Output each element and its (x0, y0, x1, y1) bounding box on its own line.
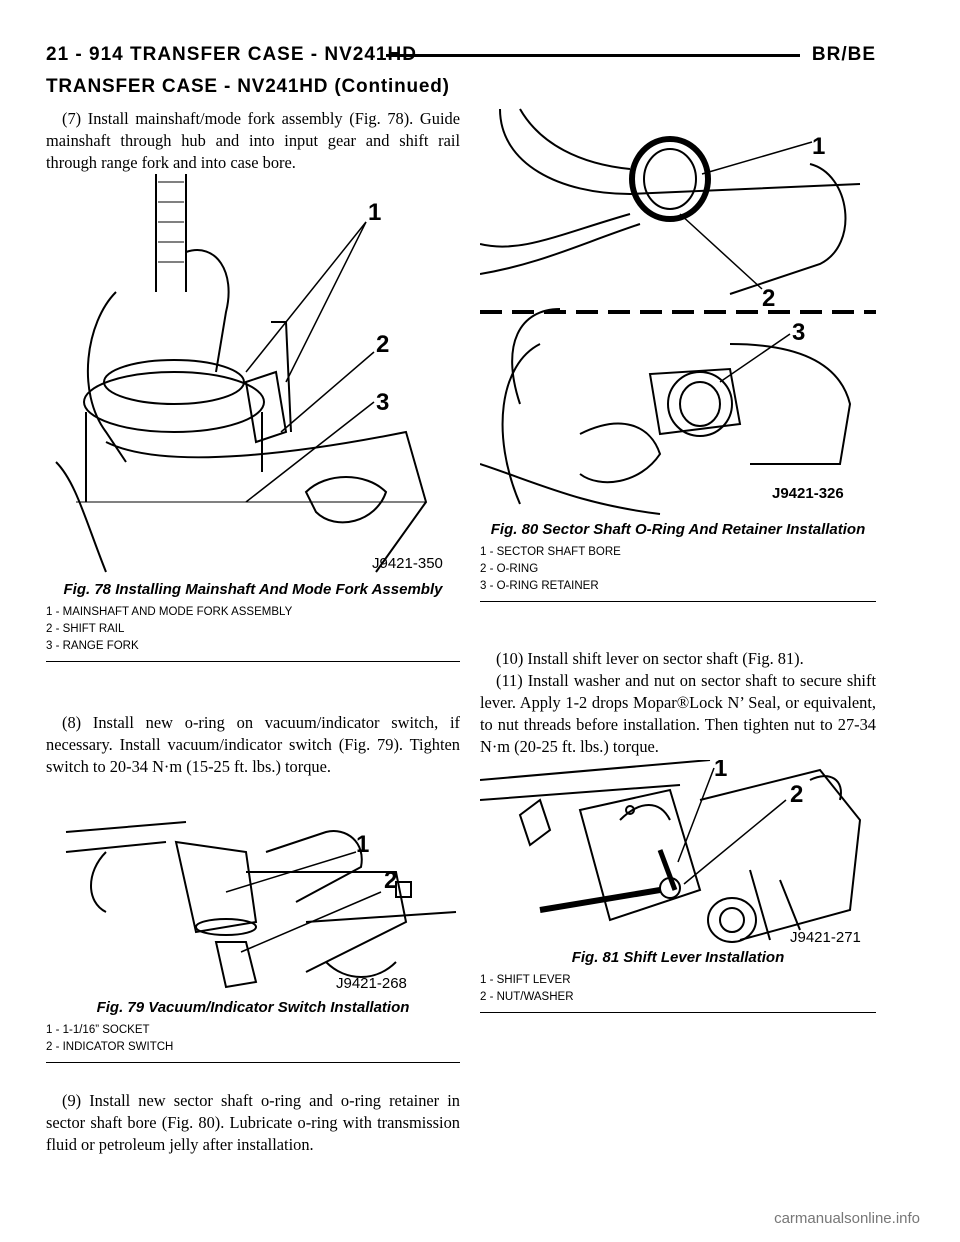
callout-1: 1 (812, 133, 826, 160)
step-10-11 (480, 648, 876, 758)
callout-2: 2 (790, 781, 804, 808)
figure-caption: Fig. 79 Vacuum/Indicator Switch Installation (96, 999, 410, 1016)
watermark: carmanualsonline.info (774, 1210, 920, 1227)
figure-code: J9421-350 (372, 555, 443, 572)
figure-caption: Fig. 78 Installing Mainshaft And Mode Fork Assembly (63, 581, 443, 598)
header-rule (386, 54, 800, 57)
figure-caption: Fig. 80 Sector Shaft O-Ring And Retainer Installation (490, 521, 866, 538)
figure-caption: Fig. 81 Shift Lever Installation (571, 949, 785, 966)
legend-item: 1 - 1-1/16” SOCKET (46, 1024, 150, 1036)
figure-79 (46, 812, 460, 1063)
callout-3: 3 (376, 389, 390, 416)
o-ring-retainer-illustration (480, 104, 876, 520)
step-9: (9) Install new sector shaft o-ring and o-ring retainer in sector shaft bore (Fig. 80). Lubricate o-ring with transmission fluid or petroleum jelly after installation. (46, 1091, 460, 1154)
figure-79-caption-block (46, 998, 460, 1063)
step-8: (8) Install new o-ring on vacuum/indicator switch, if necessary. Install vacuum/indicator switch (Fig. 79). Tighten switch to 20-34 N·m (15-25 ft. lbs.) torque. (46, 713, 460, 776)
figure-80-caption-block (480, 520, 876, 602)
legend-item: 1 - SHIFT LEVER (480, 974, 571, 986)
figure-81-caption-block (480, 948, 876, 1013)
callout-2: 2 (762, 285, 776, 312)
figure-78 (46, 172, 460, 662)
section-subheading: TRANSFER CASE - NV241HD (Continued) (46, 76, 450, 97)
callout-2: 2 (384, 867, 398, 894)
figure-code: J9421-268 (336, 975, 407, 992)
legend-item: 2 - SHIFT RAIL (46, 623, 125, 635)
figure-legend (46, 604, 460, 655)
page-header (46, 44, 876, 74)
figure-code: J9421-271 (790, 929, 861, 946)
legend-item: 2 - INDICATOR SWITCH (46, 1041, 174, 1053)
figure-80 (480, 104, 876, 602)
model-code: BR/BE (811, 44, 876, 65)
figure-code: J9421-326 (772, 485, 844, 502)
legend-item: 3 - O-RING RETAINER (480, 580, 599, 592)
step-7: (7) Install mainshaft/mode fork assembly (Fig. 78). Guide mainshaft through hub and into input gear and shift rail through range fork and into case bore. (46, 109, 460, 172)
callout-2: 2 (376, 331, 390, 358)
figure-legend (480, 972, 876, 1006)
figure-legend (480, 544, 876, 595)
callout-1: 1 (356, 831, 370, 858)
callout-1: 1 (368, 199, 382, 226)
legend-item: 2 - NUT/WASHER (480, 991, 574, 1003)
figure-78-caption-block (46, 580, 460, 662)
legend-item: 3 - RANGE FORK (46, 640, 139, 652)
step-11: (11) Install washer and nut on sector shaft to secure shift lever. Apply 1-2 drops Mopar®Lock N’ Seal, or equivalent, to nut threads before installation. Then tighten nut to 27-34 N·m (20-25 ft. lbs.) torque. (480, 671, 876, 756)
step-10: (10) Install shift lever on sector shaft (Fig. 81). (496, 649, 804, 668)
vacuum-switch-illustration (46, 812, 460, 998)
figure-legend (46, 1022, 460, 1056)
legend-item: 1 - SECTOR SHAFT BORE (480, 546, 621, 558)
legend-item: 2 - O-RING (480, 563, 539, 575)
callout-3: 3 (792, 319, 806, 346)
mainshaft-mode-fork-illustration (46, 172, 460, 580)
shift-lever-illustration (480, 760, 876, 948)
figure-81 (480, 760, 876, 1013)
page-number-title: 21 - 914 TRANSFER CASE - NV241HD (46, 44, 417, 65)
callout-1: 1 (714, 760, 728, 782)
legend-item: 1 - MAINSHAFT AND MODE FORK ASSEMBLY (46, 606, 293, 618)
